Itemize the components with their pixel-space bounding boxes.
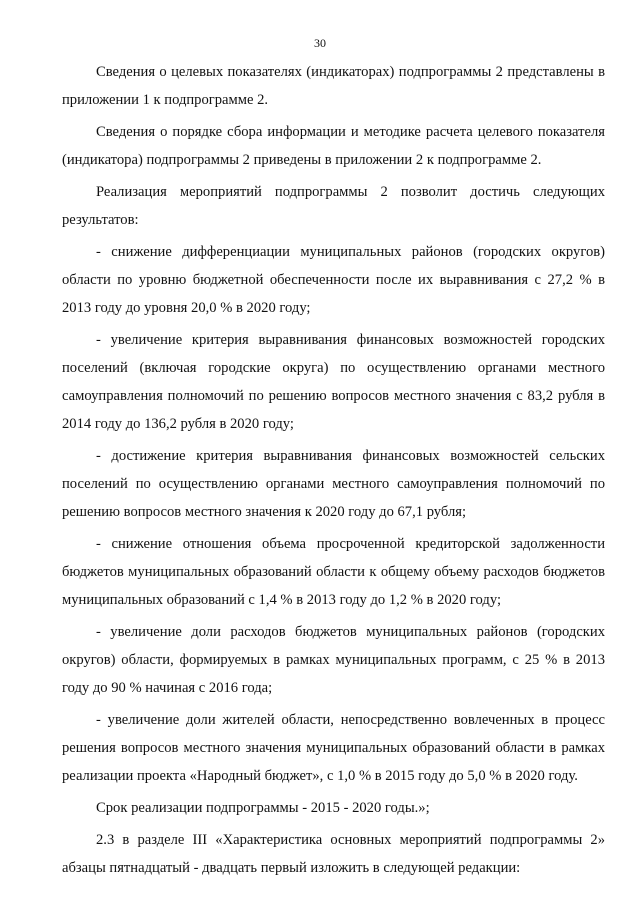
page-number: 30 [314,36,326,50]
result-item: - увеличение доли жителей области, непосредственно вовлеченных в процесс решения вопросов местного значения муниципальных образований области в рамках реализации проекта «Народный бюджет», с 1,0 % в 2015 году до 5,0 % в 2020 году. [62,712,605,784]
document-body [62,58,605,886]
result-item: - достижение критерия выравнивания финансовых возможностей сельских поселений по осуществлению органами местного самоуправления полномочий по решению вопросов местного значения к 2020 году до 67,1 рубля; [62,448,605,520]
result-item: - снижение дифференциации муниципальных районов (городских округов) области по уровню бюджетной обеспеченности после их выравнивания с 27,2 % в 2013 году до уровня 20,0 % в 2020 году; [62,244,605,316]
result-item: - увеличение критерия выравнивания финансовых возможностей городских поселений (включая городские округа) по осуществлению органами местного самоуправления полномочий по решению вопросов местного значения с 83,2 рубля в 2014 году до 136,2 рубля в 2020 году; [62,332,605,432]
paragraph-indicators-info: Сведения о целевых показателях (индикаторах) подпрограммы 2 представлены в приложении 1 к подпрограмме 2. [62,64,605,108]
paragraph-amendment: 2.3 в разделе III «Характеристика основных мероприятий подпрограммы 2» абзацы пятнадцатый - двадцать первый изложить в следующей редакции: [62,832,605,876]
paragraph-implementation-period: Срок реализации подпрограммы - 2015 - 2020 годы.»; [96,800,430,816]
result-item: - снижение отношения объема просроченной кредиторской задолженности бюджетов муниципальных образований области к общему объему расходов бюджетов муниципальных образований с 1,4 % в 2013 году до 1,2 % в 2020 году; [62,536,605,608]
paragraph-results-intro: Реализация мероприятий подпрограммы 2 позволит достичь следующих результатов: [62,184,605,228]
paragraph-methodology-info: Сведения о порядке сбора информации и методике расчета целевого показателя (индикатора) подпрограммы 2 приведены в приложении 2 к подпрограмме 2. [62,124,605,168]
result-item: - увеличение доли расходов бюджетов муниципальных районов (городских округов) области, формируемых в рамках муниципальных программ, с 25 % в 2013 году до 90 % начиная с 2016 года; [62,624,605,696]
